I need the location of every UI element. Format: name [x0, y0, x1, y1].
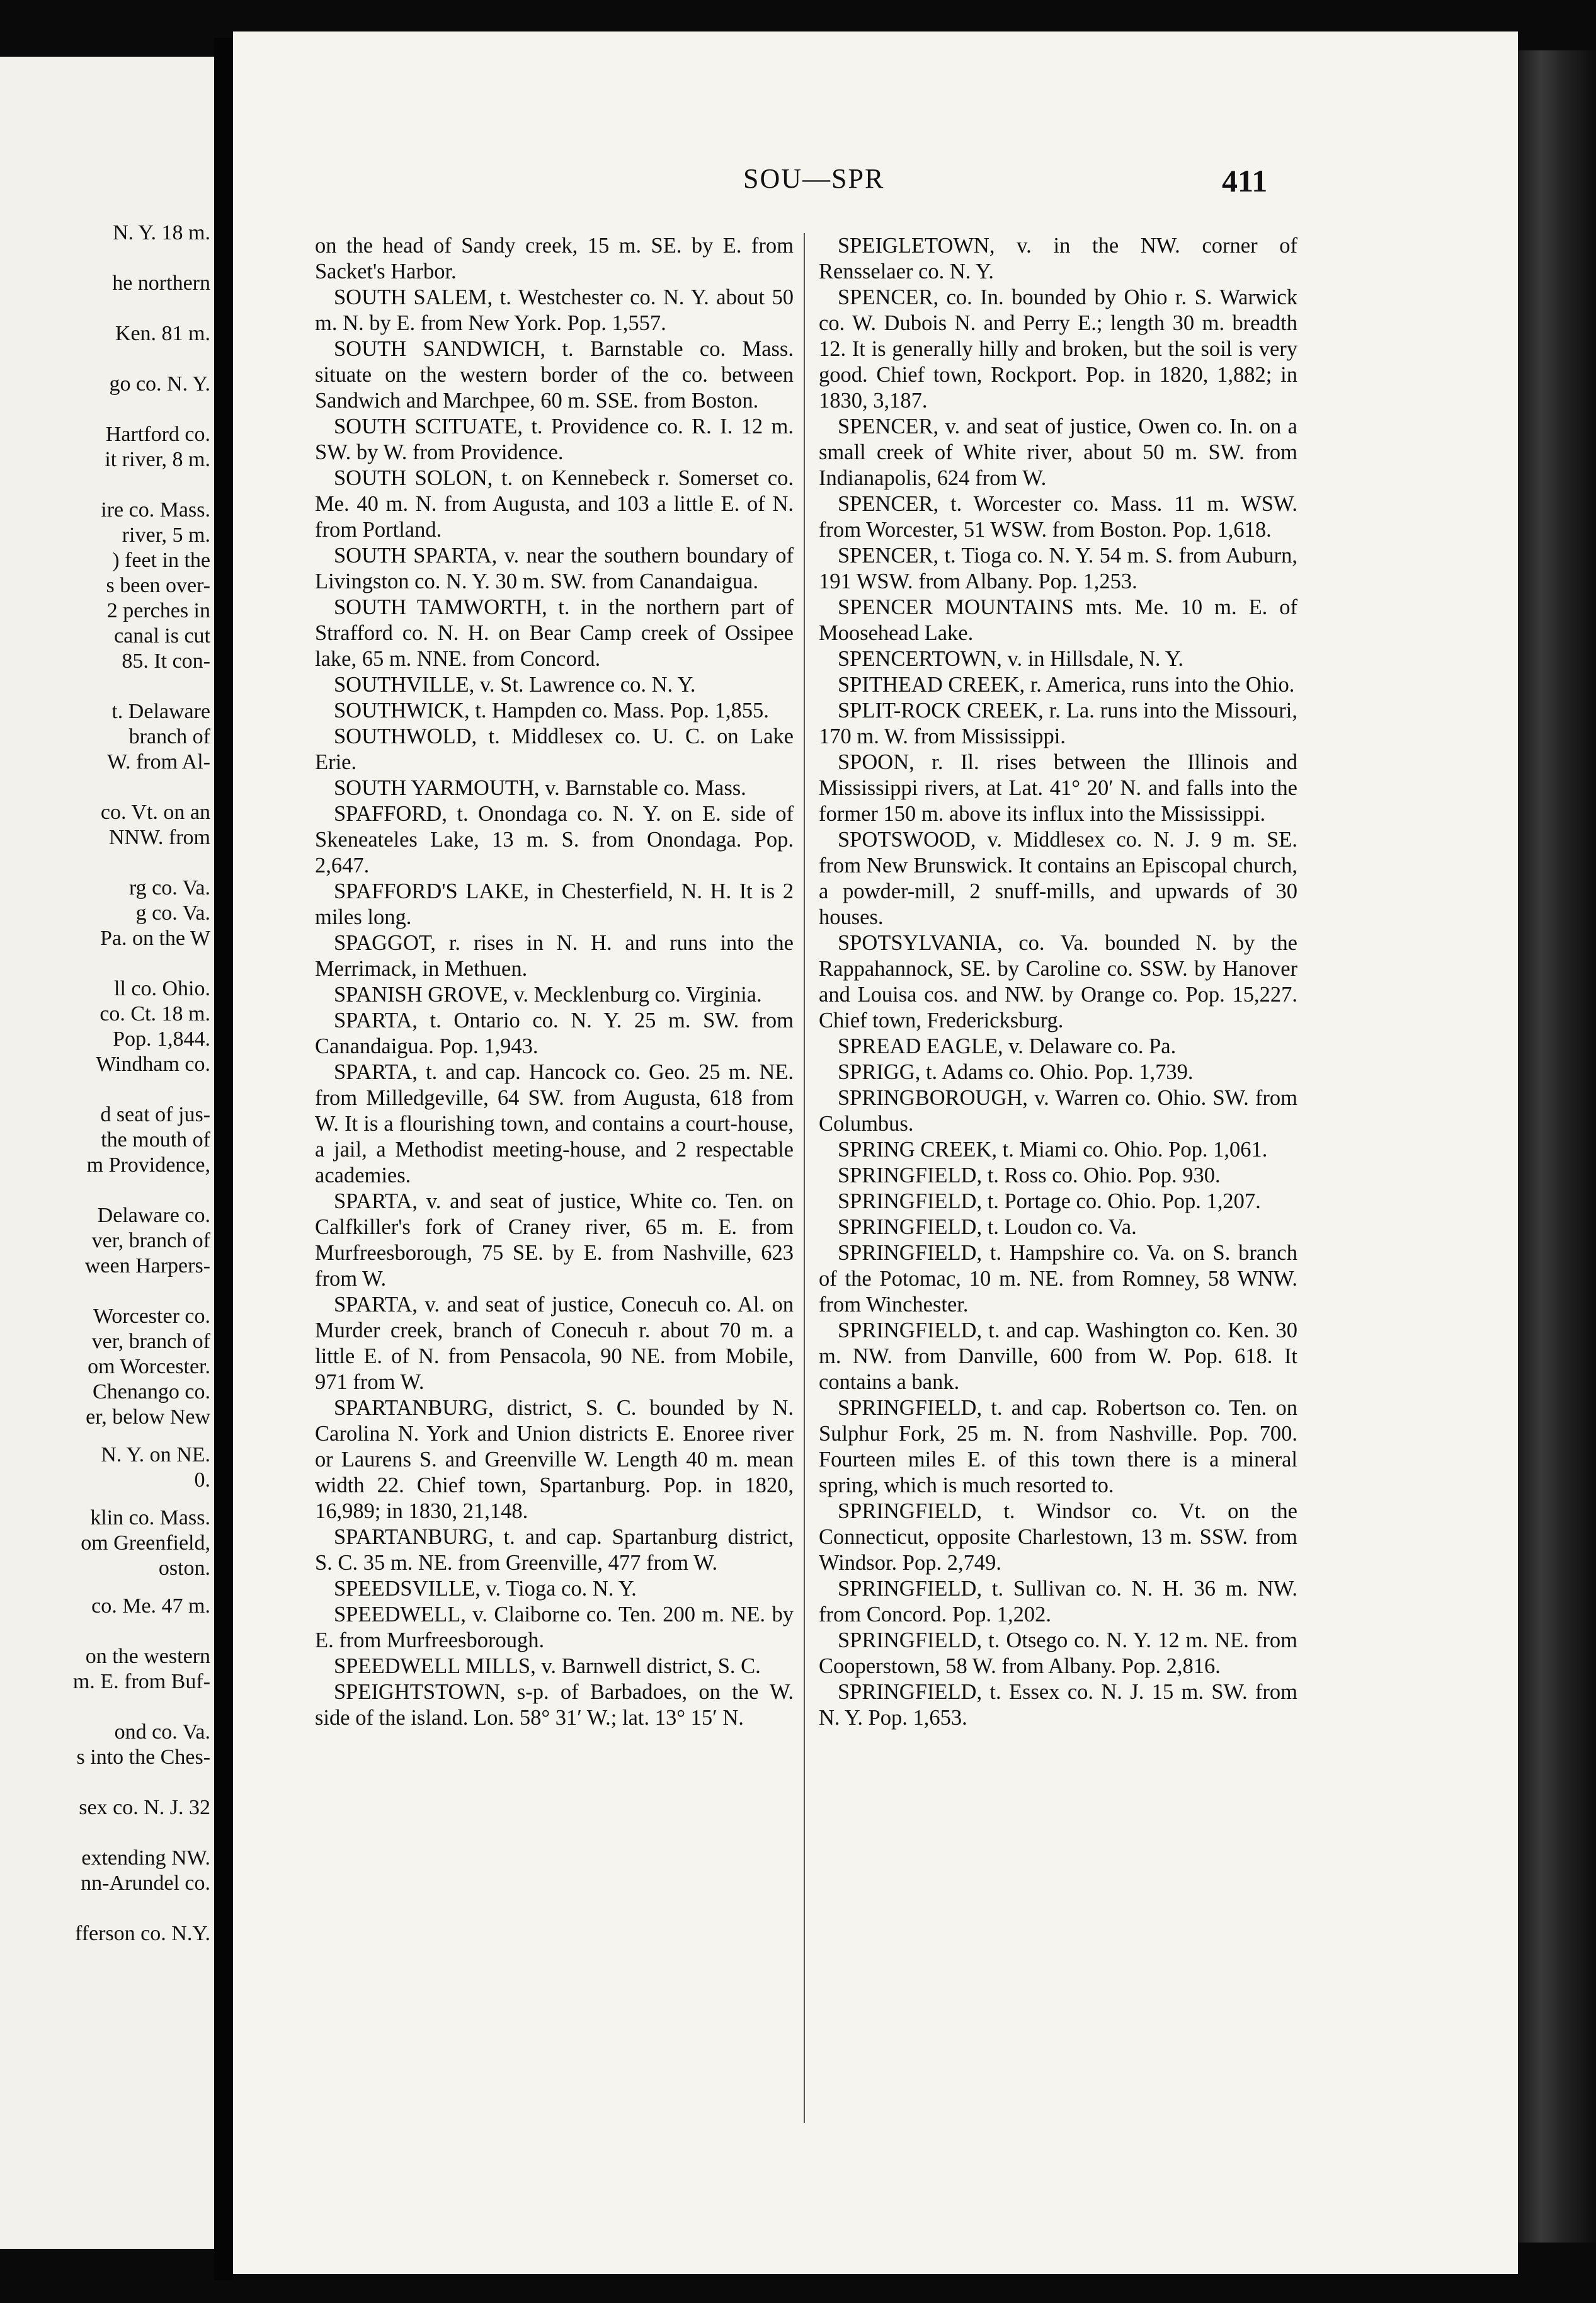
- facing-page-text-line: canal is cut: [114, 624, 210, 648]
- facing-page-text-line: ween Harpers-: [84, 1254, 210, 1277]
- gazetteer-entry: SOUTH SCITUATE, t. Providence co. R. I. 12 m. SW. by W. from Providence.: [315, 414, 794, 464]
- facing-page-text-line: klin co. Mass.: [90, 1506, 210, 1529]
- facing-page-text-line: co. Vt. on an: [100, 801, 210, 824]
- gazetteer-entry: SPEIGLETOWN, v. in the NW. corner of Rensselaer co. N. Y.: [819, 234, 1297, 283]
- facing-page-text-line: river, 5 m.: [122, 523, 210, 547]
- gazetteer-entry: SPRINGFIELD, t. Windsor co. Vt. on the Connecticut, opposite Charlestown, 13 m. SSW. from Windsor. Pop. 2,749.: [819, 1499, 1297, 1575]
- gazetteer-entry: SPARTANBURG, district, S. C. bounded by N. Carolina N. York and Union districts E. Enoree river or Laurens S. and Greenville W. Length 40 m. mean width 22. Chief town, Spartanburg. Pop. in 1820, 16,989; in 1830, 21,148.: [315, 1396, 794, 1523]
- facing-page-text-line: Windham co.: [96, 1053, 210, 1076]
- facing-page-text-line: on the western: [85, 1645, 210, 1668]
- running-head: SOU—SPR: [743, 163, 885, 194]
- facing-page-text-line: er, below New: [86, 1405, 210, 1429]
- gazetteer-entry: SOUTH SPARTA, v. near the southern boundary of Livingston co. N. Y. 30 m. SW. from Canandaigua.: [315, 544, 794, 593]
- facing-page-text-line: s into the Ches-: [76, 1746, 210, 1769]
- gazetteer-entry: SOUTHWICK, t. Hampden co. Mass. Pop. 1,855.: [334, 699, 769, 723]
- facing-page-text-line: Worcester co.: [93, 1305, 210, 1328]
- gazetteer-entry: SPRINGFIELD, t. Sullivan co. N. H. 36 m. NW. from Concord. Pop. 1,202.: [819, 1577, 1297, 1626]
- facing-page-text-line: ) feet in the: [112, 549, 210, 572]
- facing-page-text-line: nn-Arundel co.: [81, 1872, 210, 1895]
- gazetteer-entry: SOUTH YARMOUTH, v. Barnstable co. Mass.: [334, 776, 746, 800]
- facing-page-text-line: NNW. from: [108, 826, 210, 849]
- facing-page-text-line: ond co. Va.: [114, 1720, 210, 1744]
- gazetteer-entry: SPLIT-ROCK CREEK, r. La. runs into the Missouri, 170 m. W. from Mississippi.: [819, 699, 1297, 748]
- book-gutter: [214, 38, 233, 2280]
- gazetteer-entry: SOUTH SANDWICH, t. Barnstable co. Mass. situate on the western border of the co. between Sandwich and Marchpee, 60 m. SSE. from Boston.: [315, 337, 794, 413]
- gazetteer-entry: SPOTSWOOD, v. Middlesex co. N. J. 9 m. SE. from New Brunswick. It contains an Episcopal church, a powder-mill, 2 snuff-mills, and upwards of 30 houses.: [819, 828, 1297, 929]
- gazetteer-entry: SPEEDWELL, v. Claiborne co. Ten. 200 m. NE. by E. from Murfreesborough.: [315, 1603, 794, 1652]
- gazetteer-entry: SPEIGHTSTOWN, s-p. of Barbadoes, on the W. side of the island. Lon. 58° 31′ W.; lat. 13° 15′ N.: [315, 1680, 794, 1730]
- facing-page-text-line: sex co. N. J. 32: [79, 1796, 210, 1819]
- gazetteer-entry: SPRINGFIELD, t. Essex co. N. J. 15 m. SW. from N. Y. Pop. 1,653.: [819, 1680, 1297, 1730]
- gazetteer-entry: SPRIGG, t. Adams co. Ohio. Pop. 1,739.: [838, 1060, 1194, 1084]
- facing-page-text-line: the mouth of: [101, 1128, 210, 1152]
- facing-page-text-line: ire co. Mass.: [101, 498, 210, 522]
- gazetteer-entry: SPRINGFIELD, t. and cap. Washington co. Ken. 30 m. NW. from Danville, 600 from W. Pop. 618. It contains a bank.: [819, 1318, 1297, 1394]
- gazetteer-entry: SPENCER, v. and seat of justice, Owen co. In. on a small creek of White river, about 50 m. SW. from Indianapolis, 624 from W.: [819, 414, 1297, 490]
- facing-page-text-line: co. Ct. 18 m.: [100, 1002, 210, 1026]
- gazetteer-entry: SPARTA, v. and seat of justice, White co. Ten. on Calfkiller's fork of Craney river, 65 m. E. from Murfreesborough, 75 SE. by E. from Nashville, 623 from W.: [315, 1189, 794, 1291]
- gazetteer-entry: SOUTHVILLE, v. St. Lawrence co. N. Y.: [334, 673, 696, 697]
- gazetteer-entry: SOUTH SALEM, t. Westchester co. N. Y. about 50 m. N. by E. from New York. Pop. 1,557.: [315, 285, 794, 335]
- facing-page-text-line: s been over-: [106, 574, 210, 597]
- facing-page-text-line: oston.: [158, 1557, 210, 1580]
- facing-page-text-line: m. E. from Buf-: [72, 1670, 210, 1693]
- gazetteer-entry: SPRINGFIELD, t. and cap. Robertson co. Ten. on Sulphur Fork, 25 m. N. from Nashville. Pop. 700. Fourteen miles E. of this town there is a mineral spring, which is much resorted to.: [819, 1396, 1297, 1497]
- gazetteer-entry: SPENCER, co. In. bounded by Ohio r. S. Warwick co. W. Dubois N. and Perry E.; length 30 m. breadth 12. It is generally hilly and broken, but the soil is very good. Chief town, Rockport. Pop. in 1820, 1,882; in 1830, 3,187.: [819, 285, 1297, 413]
- facing-page-text-line: W. from Al-: [106, 750, 210, 774]
- gazetteer-entry: SPITHEAD CREEK, r. America, runs into the Ohio.: [838, 673, 1295, 697]
- facing-page-text-line: fferson co. N.Y.: [75, 1922, 210, 1945]
- facing-page-text-line: m Providence,: [86, 1153, 210, 1177]
- gazetteer-entry: SPRINGFIELD, t. Portage co. Ohio. Pop. 1,207.: [838, 1189, 1261, 1213]
- gazetteer-entry: SPENCERTOWN, v. in Hillsdale, N. Y.: [838, 647, 1183, 671]
- gazetteer-entry: SPARTA, v. and seat of justice, Conecuh co. Al. on Murder creek, branch of Conecuh r. about 70 m. a little E. of N. from Pensacola, 90 NE. from Mobile, 971 from W.: [315, 1293, 794, 1394]
- gazetteer-entry: SPAFFORD'S LAKE, in Chesterfield, N. H. It is 2 miles long.: [315, 879, 794, 929]
- facing-page-text-line: go co. N. Y.: [109, 372, 210, 396]
- gazetteer-entry: SPOON, r. Il. rises between the Illinois and Mississippi rivers, at Lat. 41° 20′ N. and falls into the former 150 m. above its influx into the Mississippi.: [819, 750, 1297, 826]
- facing-page-text-line: Ken. 81 m.: [115, 322, 210, 345]
- gazetteer-entry: SPENCER MOUNTAINS mts. Me. 10 m. E. of Moosehead Lake.: [819, 595, 1297, 645]
- facing-page-text-line: extending NW.: [81, 1846, 210, 1870]
- gazetteer-entry: SOUTH TAMWORTH, t. in the northern part of Strafford co. N. H. on Bear Camp creek of Ossipee lake, 65 m. NNE. from Concord.: [315, 595, 794, 671]
- facing-page-text-line: Chenango co.: [93, 1380, 210, 1403]
- gazetteer-entry: SPARTA, t. Ontario co. N. Y. 25 m. SW. from Canandaigua. Pop. 1,943.: [315, 1009, 794, 1058]
- gazetteer-entry: SPRINGFIELD, t. Otsego co. N. Y. 12 m. NE. from Cooperstown, 58 W. from Albany. Pop. 2,816.: [819, 1628, 1297, 1678]
- facing-page-text-line: Pa. on the W: [100, 927, 210, 950]
- facing-page-text-line: he northern: [112, 271, 210, 295]
- facing-page-text-line: N. Y. 18 m.: [113, 221, 210, 244]
- gazetteer-entry: SOUTH SOLON, t. on Kennebeck r. Somerset co. Me. 40 m. N. from Augusta, and 103 a little E. of N. from Portland.: [315, 466, 794, 542]
- facing-page-text-line: Pop. 1,844.: [113, 1027, 210, 1051]
- page-number: 411: [1222, 163, 1268, 198]
- gazetteer-entry: SPANISH GROVE, v. Mecklenburg co. Virginia.: [334, 983, 762, 1007]
- facing-page-text-line: ver, branch of: [91, 1229, 210, 1252]
- gazetteer-entry: SPEEDSVILLE, v. Tioga co. N. Y.: [334, 1577, 637, 1601]
- gazetteer-entry: SPENCER, t. Worcester co. Mass. 11 m. WSW. from Worcester, 51 WSW. from Boston. Pop. 1,618.: [819, 492, 1297, 542]
- facing-page-text-line: branch of: [128, 725, 210, 748]
- right-column: [819, 233, 1297, 1731]
- facing-page-text-line: it river, 8 m.: [105, 448, 210, 471]
- gazetteer-entry: SOUTHWOLD, t. Middlesex co. U. C. on Lake Erie.: [315, 724, 794, 774]
- facing-page-text-line: g co. Va.: [135, 901, 210, 925]
- left-column: [315, 233, 794, 1731]
- facing-page-text-line: 0.: [194, 1468, 210, 1492]
- facing-page-text-line: rg co. Va.: [128, 876, 210, 900]
- facing-page-text-line: Hartford co.: [105, 423, 210, 446]
- gazetteer-entry: on the head of Sandy creek, 15 m. SE. by E. from Sacket's Harbor.: [315, 234, 794, 283]
- gazetteer-entry: SPRINGFIELD, t. Loudon co. Va.: [838, 1215, 1137, 1239]
- gazetteer-entry: SPARTA, t. and cap. Hancock co. Geo. 25 m. NE. from Milledgeville, 64 SW. from Augusta, 618 from W. It is a flourishing town, and contains a court-house, a jail, a Methodist meeting-house, and 2 respectable academies.: [315, 1060, 794, 1187]
- gazetteer-entry: SPREAD EAGLE, v. Delaware co. Pa.: [838, 1034, 1177, 1058]
- gazetteer-entry: SPENCER, t. Tioga co. N. Y. 54 m. S. from Auburn, 191 WSW. from Albany. Pop. 1,253.: [819, 544, 1297, 593]
- facing-page-text-line: t. Delaware: [111, 700, 210, 723]
- facing-page-fragment: [0, 57, 214, 2249]
- facing-page-text-line: ll co. Ohio.: [114, 977, 210, 1000]
- gazetteer-entry: SPEEDWELL MILLS, v. Barnwell district, S. C.: [334, 1654, 761, 1678]
- facing-page-text-line: om Greenfield,: [81, 1531, 210, 1555]
- facing-page-text-line: co. Me. 47 m.: [91, 1594, 210, 1618]
- gazetteer-entry: SPRINGBOROUGH, v. Warren co. Ohio. SW. from Columbus.: [819, 1086, 1297, 1136]
- gazetteer-entry: SPAGGOT, r. rises in N. H. and runs into the Merrimack, in Methuen.: [315, 931, 794, 981]
- facing-page-text-line: Delaware co.: [97, 1204, 210, 1227]
- gazetteer-entry: SPRINGFIELD, t. Hampshire co. Va. on S. branch of the Potomac, 10 m. NE. from Romney, 58 WNW. from Winchester.: [819, 1241, 1297, 1317]
- gazetteer-entry: SPOTSYLVANIA, co. Va. bounded N. by the Rappahannock, SE. by Caroline co. SSW. by Hanover and Louisa cos. and NW. by Orange co. Pop. 15,227. Chief town, Fredericksburg.: [819, 931, 1297, 1032]
- facing-page-text-line: 85. It con-: [122, 649, 210, 673]
- gazetteer-entry: SPAFFORD, t. Onondaga co. N. Y. on E. side of Skeneateles Lake, 13 m. S. from Onondaga. Pop. 2,647.: [315, 802, 794, 877]
- gazetteer-entry: SPRINGFIELD, t. Ross co. Ohio. Pop. 930.: [838, 1163, 1221, 1187]
- gazetteer-entry: SPARTANBURG, t. and cap. Spartanburg district, S. C. 35 m. NE. from Greenville, 477 from W.: [315, 1525, 794, 1575]
- facing-page-text-line: 2 perches in: [106, 599, 210, 622]
- facing-page-text-line: d seat of jus-: [100, 1103, 210, 1126]
- facing-page-text-line: om Worcester.: [88, 1355, 210, 1378]
- facing-page-text-line: N. Y. on NE.: [101, 1443, 210, 1466]
- facing-page-text-line: ver, branch of: [91, 1330, 210, 1353]
- page-edge-stack: [1518, 50, 1596, 2243]
- column-divider: [804, 233, 805, 2123]
- gazetteer-entry: SPRING CREEK, t. Miami co. Ohio. Pop. 1,061.: [838, 1138, 1268, 1162]
